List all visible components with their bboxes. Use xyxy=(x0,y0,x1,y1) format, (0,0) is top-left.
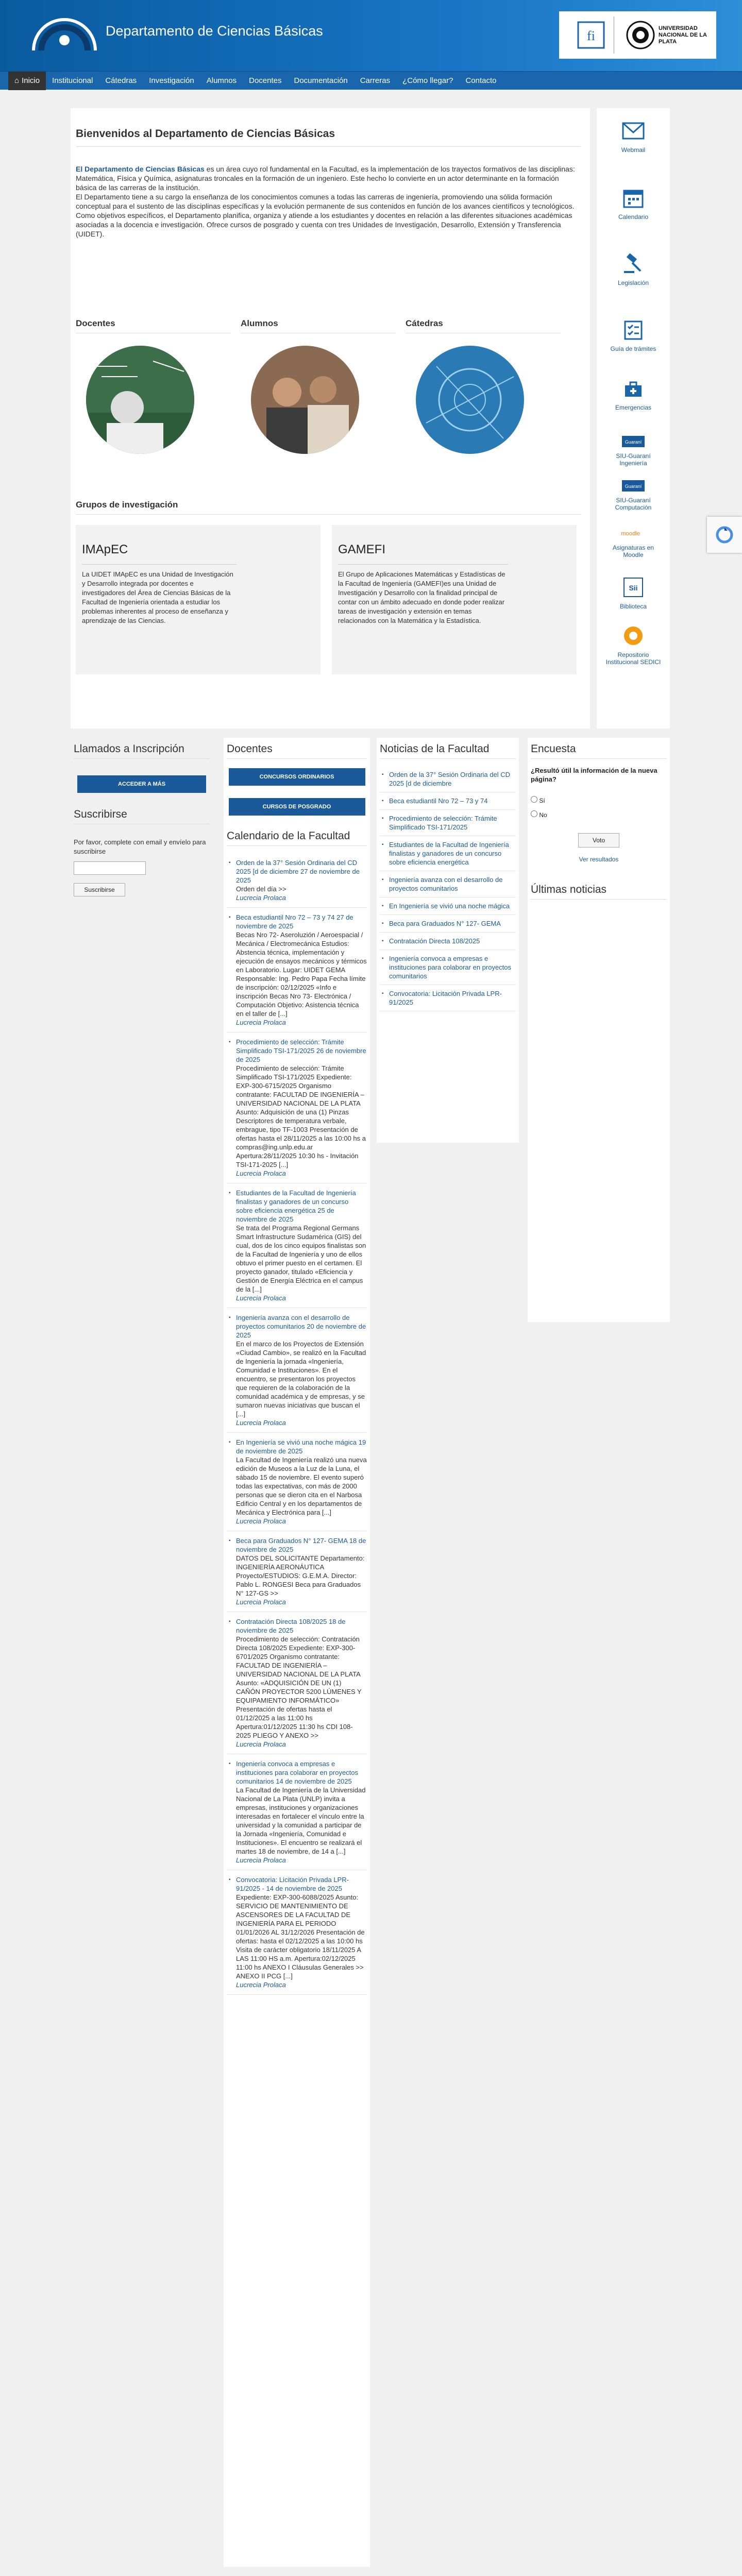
poll-question: ¿Resultó útil la información de la nueva página? xyxy=(531,767,657,783)
calendar-item-author[interactable]: Lucrecia Prolaca xyxy=(236,1856,286,1864)
noticias-column xyxy=(377,738,519,1143)
webmail-link[interactable]: Webmail xyxy=(597,118,670,154)
legislacion-link[interactable]: Legislación xyxy=(597,251,670,286)
guia-tramites-link[interactable]: Guía de trámites xyxy=(597,317,670,352)
subscribe-button[interactable]: Suscribirse xyxy=(74,883,125,896)
research-group-text: El Grupo de Aplicaciones Matemáticas y Estadísticas de la Facultad de Ingeniería (GAMEFI)es una Unidad de Investigación y Desarrollo con la finalidad principal de contar con un ámbito adecuado en donde poder realizar tareas de investigación y extensión en temas relacionados con la Matemática y la Estadística. xyxy=(338,564,508,625)
main-navigation xyxy=(0,71,742,90)
poll-results-link[interactable]: Ver resultados xyxy=(579,856,619,863)
calendar-item-title[interactable]: ▪ Beca para Graduados N° 127- GEMA 18 de noviembre de 2025 xyxy=(236,1537,366,1553)
catedras-image[interactable] xyxy=(416,346,524,454)
calendar-item-title[interactable]: ▪ Estudiantes de la Facultad de Ingeniería finalistas y ganadores de un concurso sobre eficiencia energética 25 de noviembre de 2025 xyxy=(236,1189,356,1223)
faculty-logo-icon[interactable] xyxy=(568,16,614,54)
checklist-icon xyxy=(621,317,646,342)
llamados-title: Llamados a Inscripción xyxy=(74,743,210,759)
nav-item-como-llegar[interactable]: ¿Cómo llegar? xyxy=(402,76,453,85)
encuesta-column xyxy=(528,738,670,1322)
calendar-item-body: En el marco de los Proyectos de Extensión «Ciudad Cambio», se realizó en la Facultad de Ingeniería la jornada «Ingeniería, Comunidad e Instituciones». En el encuentro, se presentaron los proyectos que requieren de la colaboración de la comunidad académica y de empresas, y se sumaron nuevas iniciativas que buscan el [...] xyxy=(236,1340,366,1418)
docentes-widget-title: Docentes xyxy=(227,743,367,759)
calendar-item-title[interactable]: ▪ Beca estudiantil Nro 72 – 73 y 74 27 de noviembre de 2025 xyxy=(236,913,353,930)
llamados-button[interactable]: ACCEDER A MÁS xyxy=(77,775,206,793)
posgrado-button[interactable]: CURSOS DE POSGRADO xyxy=(229,798,365,816)
welcome-title: Bienvenidos al Departamento de Ciencias Básicas xyxy=(76,128,335,140)
suscribirse-text: Por favor, complete con email y envíelo para suscribirse xyxy=(74,838,206,855)
calendar-item xyxy=(227,1183,367,1308)
nav-item-investigacion[interactable]: Investigación xyxy=(149,76,194,85)
calendar-item xyxy=(227,1870,367,1995)
alumnos-image[interactable] xyxy=(251,346,359,454)
biblioteca-link[interactable]: Sii Biblioteca xyxy=(597,575,670,610)
svg-text:Guaraní: Guaraní xyxy=(625,484,642,489)
research-group-text: La UIDET IMApEC es una Unidad de Investigación y Desarrollo integrada por docentes e investigadores del Área de Ciencias Básicas de la Facultad de Ingeniería orientada a estudiar los problemas inherentes al proceso de enseñanza y aprendizaje de las Ciencias. xyxy=(82,564,237,625)
moodle-icon xyxy=(621,526,646,541)
unlp-seal-icon xyxy=(626,20,655,50)
site-title[interactable]: Departamento de Ciencias Básicas xyxy=(106,23,323,39)
calendar-item-author[interactable]: Lucrecia Prolaca xyxy=(236,1170,286,1177)
calendar-item-title[interactable]: ▪ Procedimiento de selección: Trámite Simplificado TSI-171/2025 26 de noviembre de 2025 xyxy=(236,1038,366,1063)
siu-icon xyxy=(621,478,646,494)
calendar-item xyxy=(227,1754,367,1870)
ultimas-noticias-title: Últimas noticias xyxy=(531,884,667,900)
nav-item-docentes[interactable]: Docentes xyxy=(249,76,282,85)
category-alumnos-title: Alumnos xyxy=(241,318,278,328)
calendar-item-author[interactable]: Lucrecia Prolaca xyxy=(236,1740,286,1748)
header-logos xyxy=(559,11,716,59)
nav-item-institucional[interactable]: Institucional xyxy=(52,76,93,85)
quick-access-sidebar xyxy=(597,108,670,728)
welcome-panel xyxy=(71,108,590,728)
category-docentes-title: Docentes xyxy=(76,318,115,328)
calendar-item-author[interactable]: Lucrecia Prolaca xyxy=(236,1294,286,1302)
department-logo-icon[interactable] xyxy=(28,14,100,53)
calendar-item-author[interactable]: Lucrecia Prolaca xyxy=(236,1019,286,1026)
news-list xyxy=(380,766,516,1011)
research-section xyxy=(76,500,581,674)
calendar-item xyxy=(227,1433,367,1531)
calendar-item-title[interactable]: ▪ Orden de la 37° Sesión Ordinaria del CD 2025 [d de diciembre 27 de noviembre de 2025 xyxy=(236,859,360,884)
poll-radio[interactable] xyxy=(531,796,537,803)
svg-text:moodle: moodle xyxy=(621,530,640,537)
nav-item-carreras[interactable]: Carreras xyxy=(360,76,391,85)
news-item[interactable]: ▪ Beca para Graduados N° 127- GEMA xyxy=(380,915,516,933)
news-item[interactable]: ▪ Contratación Directa 108/2025 xyxy=(380,933,516,950)
calendar-item-body: DATOS DEL SOLICITANTE Departamento: INGENIERÍA AERONÁUTICA Proyecto/ESTUDIOS: G.E.M.A. Director: Pablo L. RONGESI Beca para Graduados N° 127-GS >> xyxy=(236,1554,365,1597)
moodle-link[interactable]: moodle Asignaturas en Moodle xyxy=(597,526,670,558)
calendar-item-body: Orden del día >> xyxy=(236,885,286,893)
emergency-icon xyxy=(621,376,646,401)
poll-option-si[interactable]: Sí xyxy=(531,796,667,804)
news-item[interactable]: ▪ Procedimiento de selección: Trámite Simplificado TSI-171/2025 xyxy=(380,810,516,836)
nav-item-contacto[interactable]: Contacto xyxy=(465,76,497,85)
research-group-imapec[interactable] xyxy=(76,525,321,674)
calendario-link[interactable]: Calendario xyxy=(597,185,670,221)
calendar-item-author[interactable]: Lucrecia Prolaca xyxy=(236,1981,286,1989)
mail-icon xyxy=(621,118,646,143)
library-icon xyxy=(621,575,646,600)
category-cards xyxy=(76,318,581,473)
calendar-item-author[interactable]: Lucrecia Prolaca xyxy=(236,894,286,902)
nav-item-alumnos[interactable]: Alumnos xyxy=(206,76,237,85)
calendar-icon xyxy=(621,185,646,210)
emergencias-link[interactable]: Emergencias xyxy=(597,376,670,411)
llamados-column xyxy=(71,738,213,1322)
category-catedras-title: Cátedras xyxy=(406,318,443,328)
calendar-item-title[interactable]: ▪ Ingeniería convoca a empresas e instituciones para colaborar en proyectos comunitarios 14 de noviembre de 2025 xyxy=(236,1760,359,1785)
calendar-item-author[interactable]: Lucrecia Prolaca xyxy=(236,1517,286,1525)
calendar-item xyxy=(227,853,367,908)
svg-text:Guaraní: Guaraní xyxy=(625,439,642,445)
calendar-item-body: Procedimiento de selección: Contratación Directa 108/2025 Expediente: EXP-300-6701/2025 Organismo contratante: FACULTAD DE INGENIERÍA – UNIVERSIDAD NACIONAL DE LA PLATA Asunto: «ADQUISICIÓN DE UN (1) CAÑÓN PROYECTOR 5200 LÚMENES Y EQUIPAMIENTO INFORMÁTICO» Presentación de ofertas hasta el 01/12/2025 a las 11:00 hs Apertura:01/12/2025 11:30 hs CDI 108-2025 PLIEGO Y ANEXO >> xyxy=(236,1635,362,1739)
noticias-title: Noticias de la Facultad xyxy=(380,743,516,759)
siu-icon xyxy=(621,434,646,449)
nav-item-inicio[interactable]: ⌂ Inicio xyxy=(8,72,46,90)
suscribirse-title: Suscribirse xyxy=(74,808,210,824)
concursos-button[interactable]: CONCURSOS ORDINARIOS xyxy=(229,768,365,786)
docentes-calendar-column xyxy=(224,738,370,2567)
calendar-item xyxy=(227,1032,367,1183)
welcome-paragraph-1: El Departamento de Ciencias Básicas es un área cuyo rol fundamental en la Facultad, es la implementación de los trayectos formativos de las disciplinas: Matemática, Física y Química, asignaturas troncales en la formación de un ingeniero. Este hecho lo convierte en un actor determinante en la formación básica de las carreras de la institución. xyxy=(76,165,575,192)
welcome-paragraph-2: El Departamento tiene a su cargo la enseñanza de los conocimientos comunes a todas las carreras de ingeniería, promoviendo una sólida formación conceptual para el sustento de las disciplinas específicas y la evolución permanente de sus contenidos en función de los avances científicos y tecnológicos. xyxy=(76,193,575,210)
svg-text:fi: fi xyxy=(586,28,595,43)
calendar-title: Calendario de la Facultad xyxy=(227,830,367,846)
unlp-logo[interactable] xyxy=(626,20,707,50)
calendar-item-body: La Facultad de Ingeniería de la Universidad Nacional de La Plata (UNLP) invita a empresas, instituciones y organizaciones interesadas en fortalecer el vínculo entre la universidad y la comunidad a participar de la Jornada «Ingeniería, Comunidad e Instituciones». El encuentro se realizará el martes 18 de noviembre, de 14 a [...] xyxy=(236,1786,366,1855)
news-item[interactable]: ▪ En Ingeniería se vivió una noche mágica xyxy=(380,897,516,915)
calendar-item-title[interactable]: ▪ Convocatoria: Licitación Privada LPR-91/2025 - 14 de noviembre de 2025 xyxy=(236,1876,349,1892)
research-group-name: GAMEFI xyxy=(338,543,386,556)
home-icon: ⌂ xyxy=(14,76,20,85)
poll-radio[interactable] xyxy=(531,810,537,817)
calendar-item-body: Expediente: EXP-300-6088/2025 Asunto: SERVICIO DE MANTENIMIENTO DE ASCENSORES DE LA FACULTAD DE INGENIERÍA PARA EL PERIODO 01/01/2026 AL 31/12/2026 Presentación de ofertas: hasta el 02/12/2025 a las 10:00 hs Visita de carácter obligatorio 18/11/2025 A LAS 11:00 HS a.m. Apertura:02/12/2025 11:00 hs ANEXO I Cláusulas Generales >> ANEXO II PCG [...] xyxy=(236,1893,365,1980)
poll-option-no[interactable]: No xyxy=(531,810,667,819)
sedici-icon xyxy=(621,623,646,648)
news-item[interactable]: ▪ Ingeniería convoca a empresas e instituciones para colaborar en proyectos comunitarios xyxy=(380,950,516,985)
calendar-item xyxy=(227,908,367,1032)
calendar-item-body: Procedimiento de selección: Trámite Simplificado TSI-171/2025 Expediente: EXP-300-6715/2025 Organismo contratante: FACULTAD DE INGENIERÍA – UNIVERSIDAD NACIONAL DE LA PLATA Asunto: Adquisición de una (1) Pinzas Descriptores de temperatura verbale, embrague, tipo TF-1003 Presentación de ofertas hasta el 28/11/2025 a las 10:00 hs a compras@ing.unlp.edu.ar Apertura:28/11/2025 10:30 hs - Invitación TSI-171-2025 [...] xyxy=(236,1064,366,1168)
calendar-item-title[interactable]: ▪ Contratación Directa 108/2025 18 de noviembre de 2025 xyxy=(236,1618,346,1634)
calendar-item xyxy=(227,1531,367,1612)
vote-button[interactable]: Voto xyxy=(578,833,619,848)
nav-item-documentacion[interactable]: Documentación xyxy=(294,76,348,85)
calendar-item-body: La Facultad de Ingeniería realizó una nueva edición de Museos a la Luz de la Luna, el sábado 15 de noviembre. El evento superó todas las expectativas, con más de 2000 personas que se dieron cita en el Narbosa Edificio Central y en los departamentos de Mecánica y Electrónica para [...] xyxy=(236,1456,367,1516)
sedici-link[interactable]: Repositorio Institucional SEDICI xyxy=(597,623,670,666)
calendar-item xyxy=(227,1612,367,1754)
news-item[interactable]: ▪ Convocatoria: Licitación Privada LPR-91/2025 xyxy=(380,985,516,1011)
calendar-item xyxy=(227,1308,367,1433)
research-group-gamefi[interactable] xyxy=(332,525,577,674)
site-header xyxy=(0,0,742,71)
recaptcha-icon xyxy=(715,526,734,544)
email-field[interactable] xyxy=(74,861,146,875)
siu-computacion-link[interactable]: Guaraní SIU-Guaraní Computación xyxy=(597,478,670,511)
calendar-list xyxy=(227,853,367,1995)
recaptcha-badge[interactable] xyxy=(707,517,742,553)
nav-item-catedras[interactable]: Cátedras xyxy=(105,76,137,85)
news-item[interactable]: ▪ Ingeniería avanza con el desarrollo de proyectos comunitarios xyxy=(380,871,516,897)
svg-text:Sii: Sii xyxy=(629,584,638,592)
news-item[interactable]: ▪ Estudiantes de la Facultad de Ingeniería finalistas y ganadores de un concurso sobre eficiencia energética xyxy=(380,836,516,871)
unlp-name: UNIVERSIDAD NACIONAL DE LA PLATA xyxy=(659,25,707,45)
research-group-name: IMApEC xyxy=(82,543,128,556)
gavel-icon xyxy=(621,251,646,276)
news-item[interactable]: ▪ Beca estudiantil Nro 72 – 73 y 74 xyxy=(380,792,516,810)
docentes-image[interactable] xyxy=(86,346,194,454)
siu-ingenieria-link[interactable]: Guaraní SIU-Guaraní Ingeniería xyxy=(597,434,670,467)
calendar-item-author[interactable]: Lucrecia Prolaca xyxy=(236,1419,286,1427)
calendar-item-body: Se trata del Programa Regional Germans Smart Infrastructure Sudamérica (GIS) del cual, dos de los cinco equipos finalistas son de la Facultad de Ingeniería y uno de ellos obtuvo el primer puesto en el certamen. El proyecto ganador, titulado «Eficiencia y Gestión de Energía Eléctrica en el campus de la [...] xyxy=(236,1224,366,1293)
calendar-item-body: Becas Nro 72- Aseroluzión / Aeroespacial / Mecánica / Electromecánica Estudios: Abstencia técnica, implementación y ejecución de ensayos mecánicos y térmicos en Laboratorio. Lugar: UIDET GEMA Responsable: Ing. Pedro Papa Fecha límite de inscripción: 02/12/2025 «Info e inscripción Becas Nro 73- Electrónica / Computación Objetivo: Asistencia técnica en el taller de [...] xyxy=(236,931,367,1018)
calendar-item-title[interactable]: ▪ Ingeniería avanza con el desarrollo de proyectos comunitarios 20 de noviembre de 2025 xyxy=(236,1314,366,1339)
calendar-item-title[interactable]: ▪ En Ingeniería se vivió una noche mágica 19 de noviembre de 2025 xyxy=(236,1438,366,1455)
welcome-paragraph-3: Como objetivos específicos, el Departamento planifica, organiza y atiende a los estudiantes y docentes en relación a las diferentes situaciones académicas asociadas a la docencia e investigación. Ofrece cursos de posgrado y cuenta con tres Unidades de Investigación, Desarrollo, Extensión y Transferencia (UIDET). xyxy=(76,211,572,238)
encuesta-title: Encuesta xyxy=(531,743,667,759)
news-item[interactable]: ▪ Orden de la 37° Sesión Ordinaria del CD 2025 [d de diciembre xyxy=(380,766,516,792)
research-title: Grupos de investigación xyxy=(76,500,178,510)
calendar-item-author[interactable]: Lucrecia Prolaca xyxy=(236,1598,286,1606)
